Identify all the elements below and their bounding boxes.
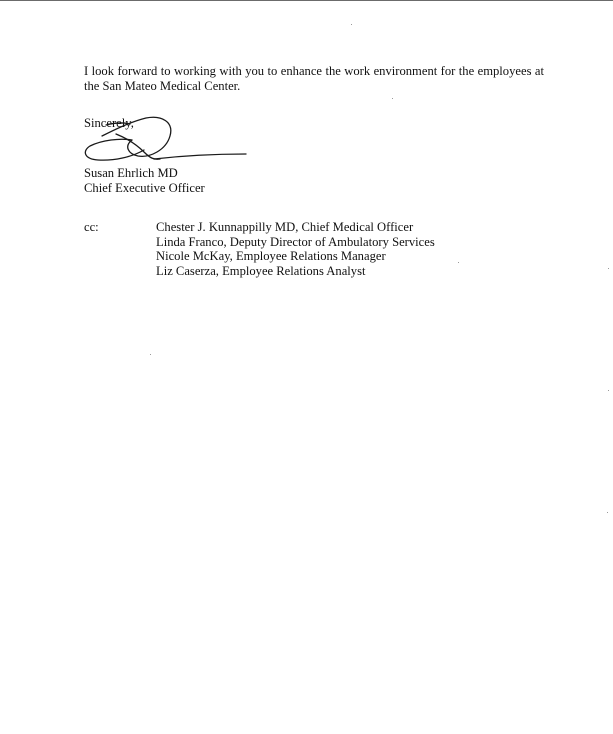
signer-name: Susan Ehrlich MD	[84, 166, 178, 180]
signer-title: Chief Executive Officer	[84, 181, 205, 195]
cc-recipient: Linda Franco, Deputy Director of Ambulatory Services	[156, 234, 435, 249]
scan-speck	[608, 268, 609, 269]
handwritten-signature	[80, 112, 250, 168]
scan-speck	[608, 390, 609, 391]
scan-speck	[607, 512, 608, 513]
cc-recipient: Chester J. Kunnappilly MD, Chief Medical Officer	[156, 220, 414, 234]
scan-edge-line	[0, 0, 613, 1]
closing-paragraph: I look forward to working with you to enhance the work environment for the employees at the San Mateo Medical Center.	[84, 64, 544, 93]
cc-label: cc:	[84, 220, 99, 234]
cc-recipient: Nicole McKay, Employee Relations Manager	[156, 249, 386, 263]
closing-salutation: Sincerely,	[84, 116, 134, 130]
scan-speck	[392, 98, 393, 99]
cc-recipient-list	[156, 220, 435, 278]
scan-speck	[150, 354, 151, 355]
cc-recipient: Liz Caserza, Employee Relations Analyst	[156, 263, 366, 278]
signer-block	[84, 166, 205, 196]
scan-speck	[351, 24, 352, 25]
scan-speck	[458, 262, 459, 263]
